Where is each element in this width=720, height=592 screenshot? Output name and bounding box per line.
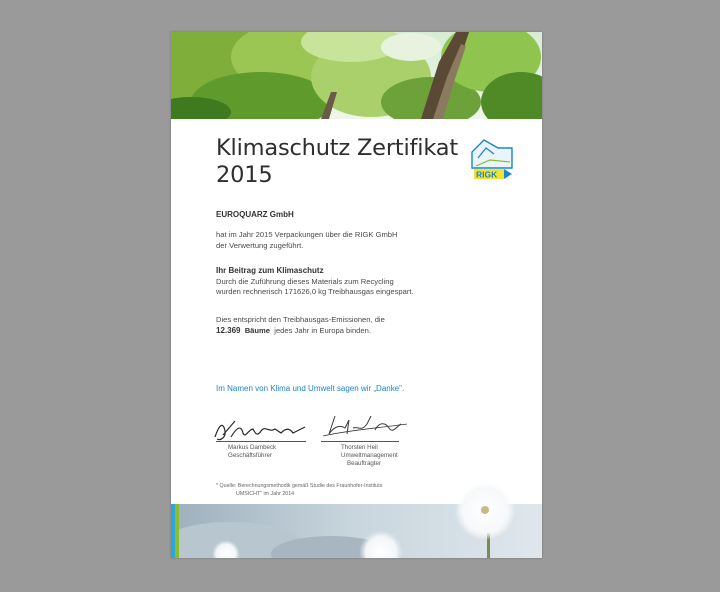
trees-label: Bäume — [244, 325, 271, 335]
equivalence-line-2-rest: jedes Jahr in Europa binden. — [274, 325, 371, 335]
intro-line-1: hat im Jahr 2015 Verpackungen über die RIGK GmbH — [216, 230, 398, 239]
signer-2 — [341, 444, 398, 468]
signature-1-line — [216, 441, 306, 442]
contribution-heading: Ihr Beitrag zum Klimaschutz — [216, 266, 324, 275]
signer-2-role-2: Beauftragter — [347, 460, 382, 467]
contribution-block — [216, 266, 414, 298]
signature-2-line — [321, 441, 399, 442]
trees-count: 12.369 — [216, 325, 241, 335]
footnote — [216, 483, 382, 498]
title-line-1: Klimaschutz Zertifikat — [216, 135, 458, 161]
footnote-line-1: * Quelle: Berechnungsmethodik gemäß Studie des Fraunhofer-Instituts — [216, 483, 383, 489]
top-tree-banner — [171, 32, 542, 119]
signer-1-name: Markus Dambeck — [228, 444, 277, 451]
company-name: EUROQUARZ GmbH — [216, 210, 294, 219]
title-year: 2015 — [216, 162, 273, 188]
equivalence-line-2 — [216, 326, 385, 337]
certificate-title — [216, 135, 458, 189]
signer-2-role: Umweltmanagement — [341, 452, 398, 459]
rigk-logo — [468, 138, 516, 182]
logo-text: RIGK — [476, 169, 498, 180]
contribution-line-1: Durch die Zuführung dieses Materials zum Recycling — [216, 276, 394, 286]
signature-2 — [319, 410, 409, 442]
contribution-line-2: wurden rechnerisch 171626,0 kg Treibhausgas eingespart. — [216, 287, 414, 296]
intro-line-2: der Verwertung zugeführt. — [216, 240, 304, 250]
footnote-line-2: UMSICHT" im Jahr 2014 — [236, 490, 295, 497]
signer-2-name: Thorsten Heil — [341, 444, 378, 451]
intro-text — [216, 230, 398, 251]
equivalence-line-1: Dies entspricht den Treibhausgas-Emissionen, die — [216, 315, 385, 324]
signer-1-role: Geschäftsführer — [228, 452, 273, 459]
accent-color-bar — [171, 504, 179, 558]
equivalence-block — [216, 315, 385, 336]
dandelion-image — [433, 480, 533, 540]
certificate-page — [171, 32, 542, 558]
thanks-text: Im Namen von Klima und Umwelt sagen wir „Danke". — [216, 384, 405, 393]
signer-1 — [228, 444, 276, 460]
